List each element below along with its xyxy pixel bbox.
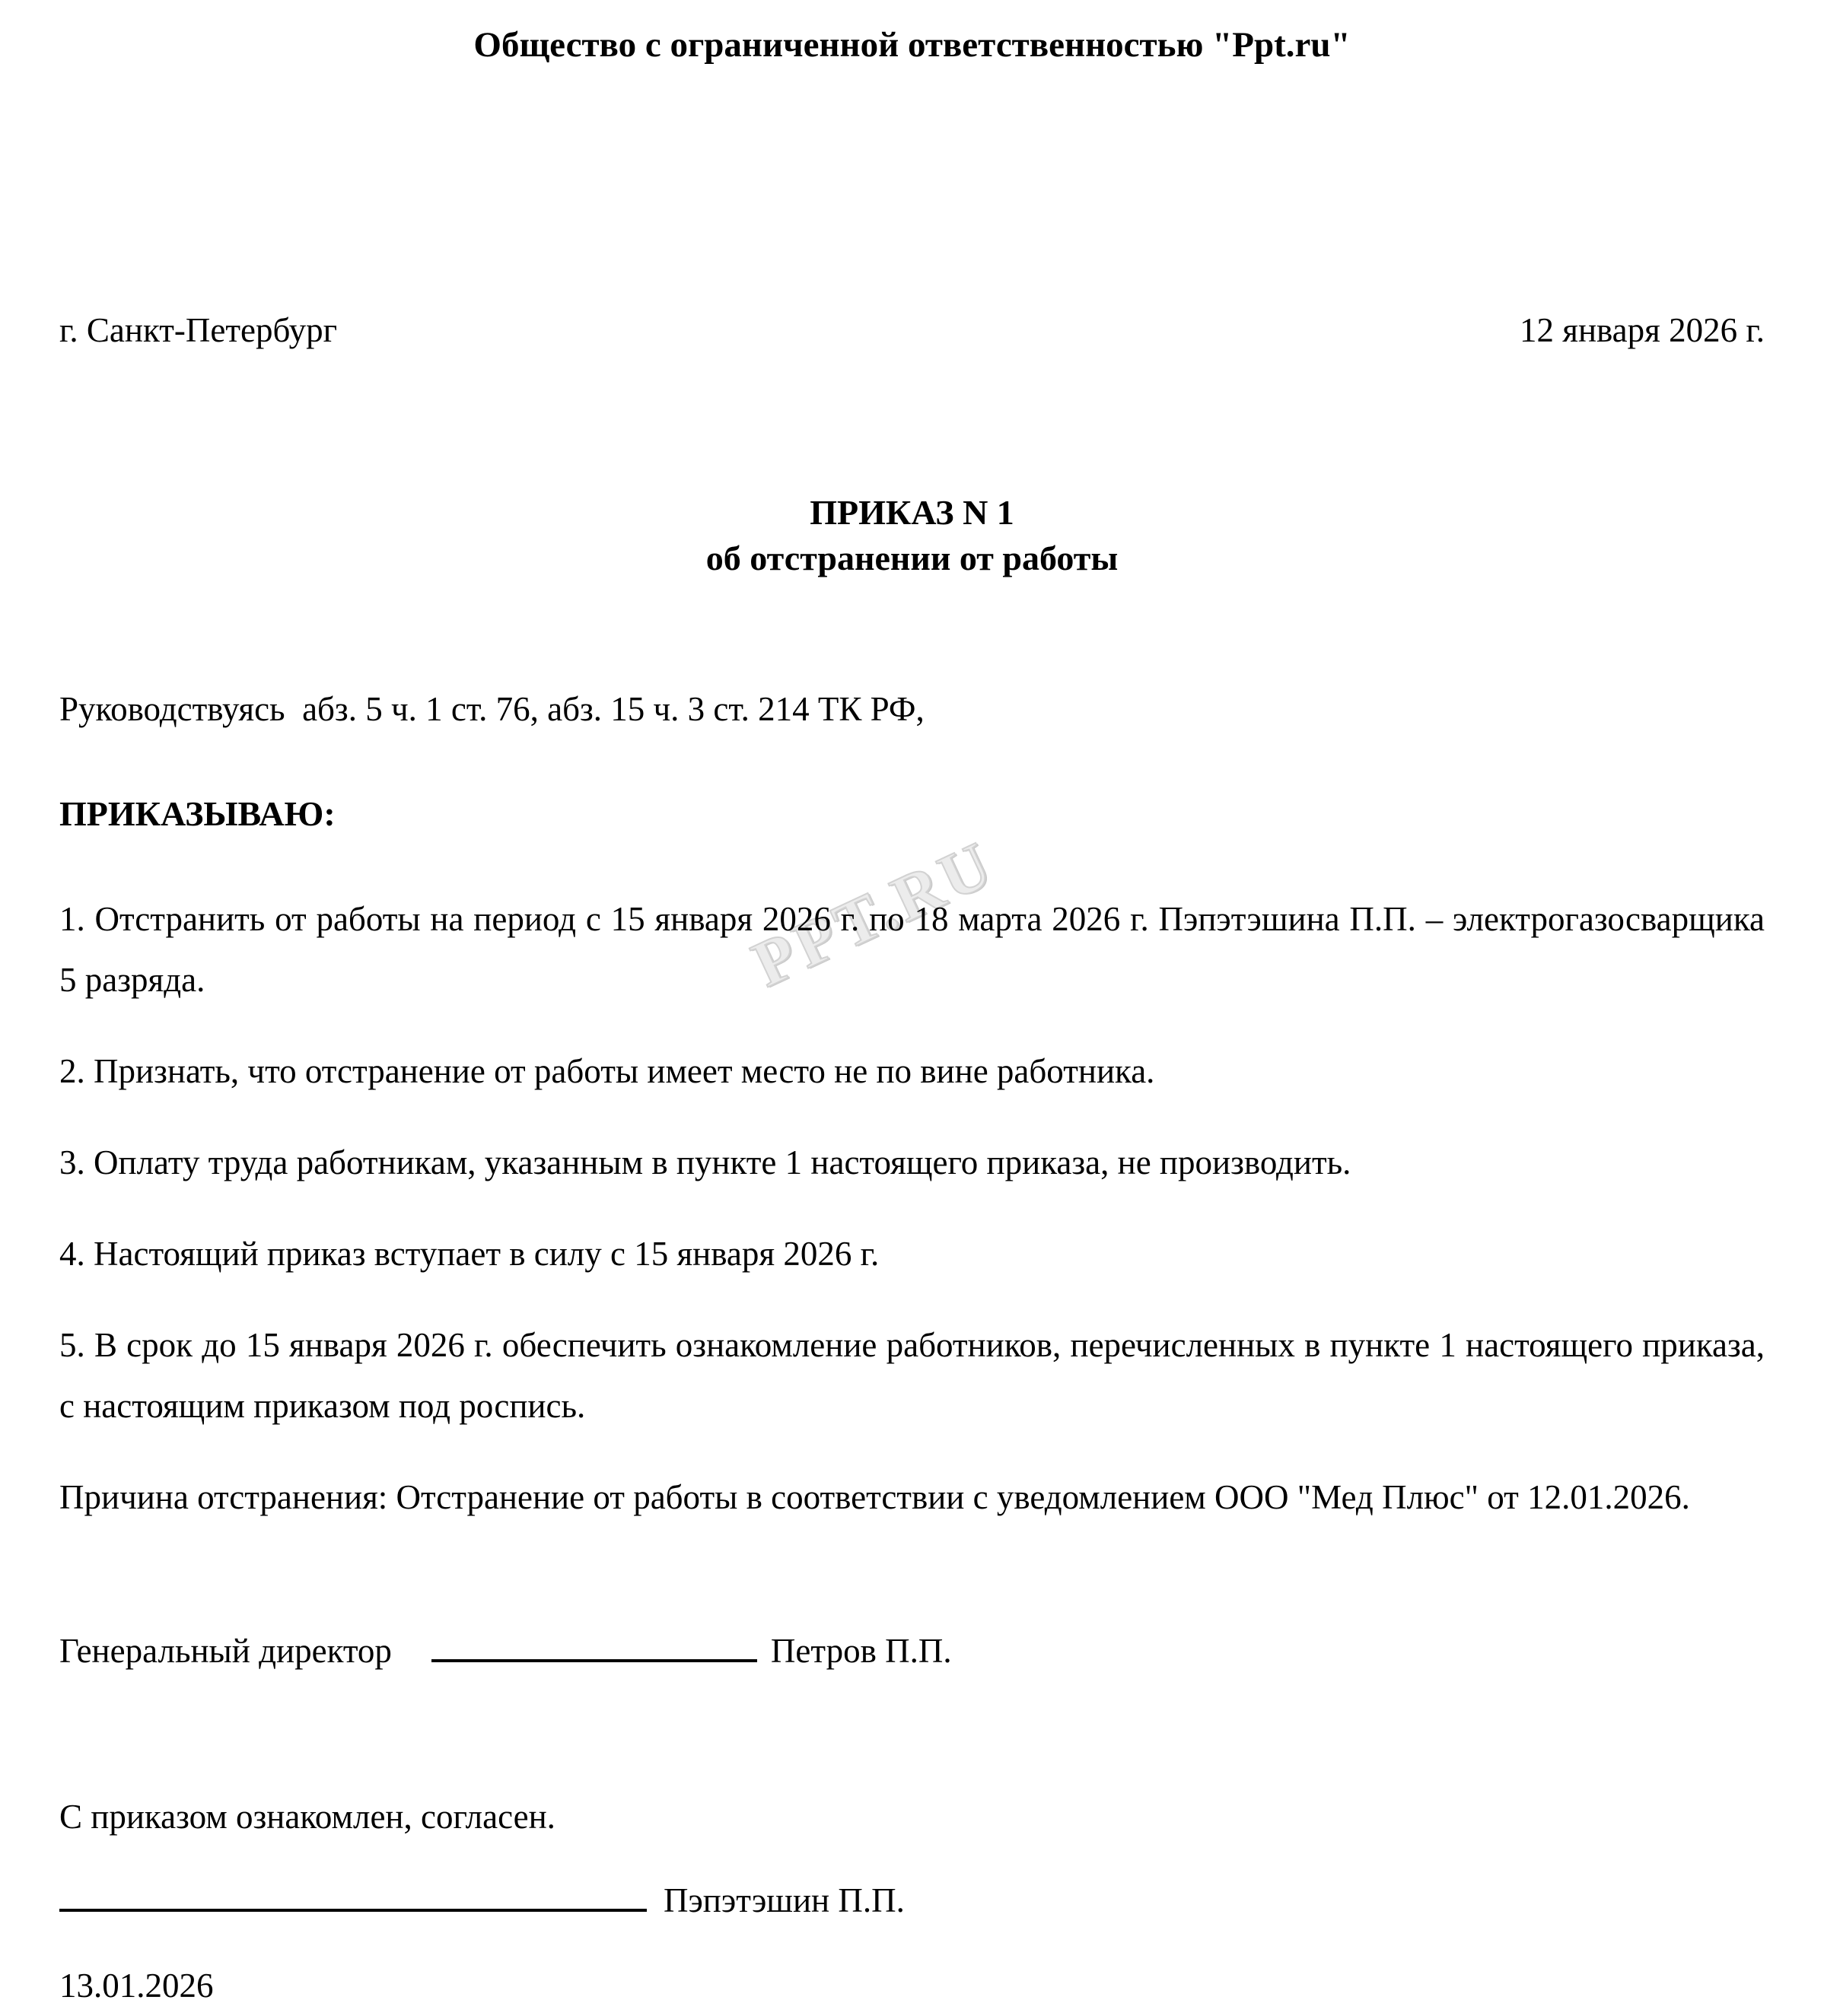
company-name: Общество с ограниченной ответственностью "Ppt.ru" [473,25,1351,65]
suspension-reason: Причина отстранения: Отстранение от работы в соответствии с уведомлением ООО "Мед Плюс" от 12.01.2026. [59,1478,1690,1516]
order-items [59,889,1765,1528]
acknowledgement-text: С приказом ознакомлен, согласен. [59,1798,555,1836]
employee-signature-line [59,1879,647,1912]
director-signature-line [431,1630,757,1662]
order-subject-title: об отстранении от работы [705,539,1119,577]
order-item-1: 1. Отстранить от работы на период с 15 января 2026 г. по 18 марта 2026 г. Пэпэтэшина П.П. – электрогазосварщика 5 разряда. [59,900,1765,999]
legal-preamble: Руководствуясь абз. 5 ч. 1 ст. 76, абз. 15 ч. 3 ст. 214 ТК РФ, [59,690,925,728]
employee-name: Пэпэтэшин П.П. [664,1881,905,1919]
director-role-label: Генеральный директор [59,1632,392,1670]
acknowledgement-date: 13.01.2026 [59,1967,214,2005]
order-number-title: ПРИКАЗ N 1 [810,493,1014,532]
city-date-row [59,309,1765,351]
order-item-2: 2. Признать, что отстранение от работы имеет место не по вине работника. [59,1052,1155,1090]
ppt-ru-watermark: PPT.RU [741,825,1006,1001]
order-item-5: 5. В срок до 15 января 2026 г. обеспечить ознакомление работников, перечисленных в пункте 1 настоящего приказа, с настоящим приказом под роспись. [59,1326,1765,1425]
directive-heading: ПРИКАЗЫВАЮ: [59,794,336,833]
director-signature-row [59,1620,1765,1681]
document-date: 12 января 2026 г. [1520,311,1765,349]
order-item-3: 3. Оплату труда работникам, указанным в пункте 1 настоящего приказа, не производить. [59,1143,1351,1181]
document-city: г. Санкт-Петербург [59,311,338,349]
order-heading [59,490,1765,581]
employee-signature-row [59,1870,1765,1931]
director-name: Петров П.П. [770,1632,952,1670]
order-item-4: 4. Настоящий приказ вступает в силу с 15 января 2026 г. [59,1235,880,1273]
